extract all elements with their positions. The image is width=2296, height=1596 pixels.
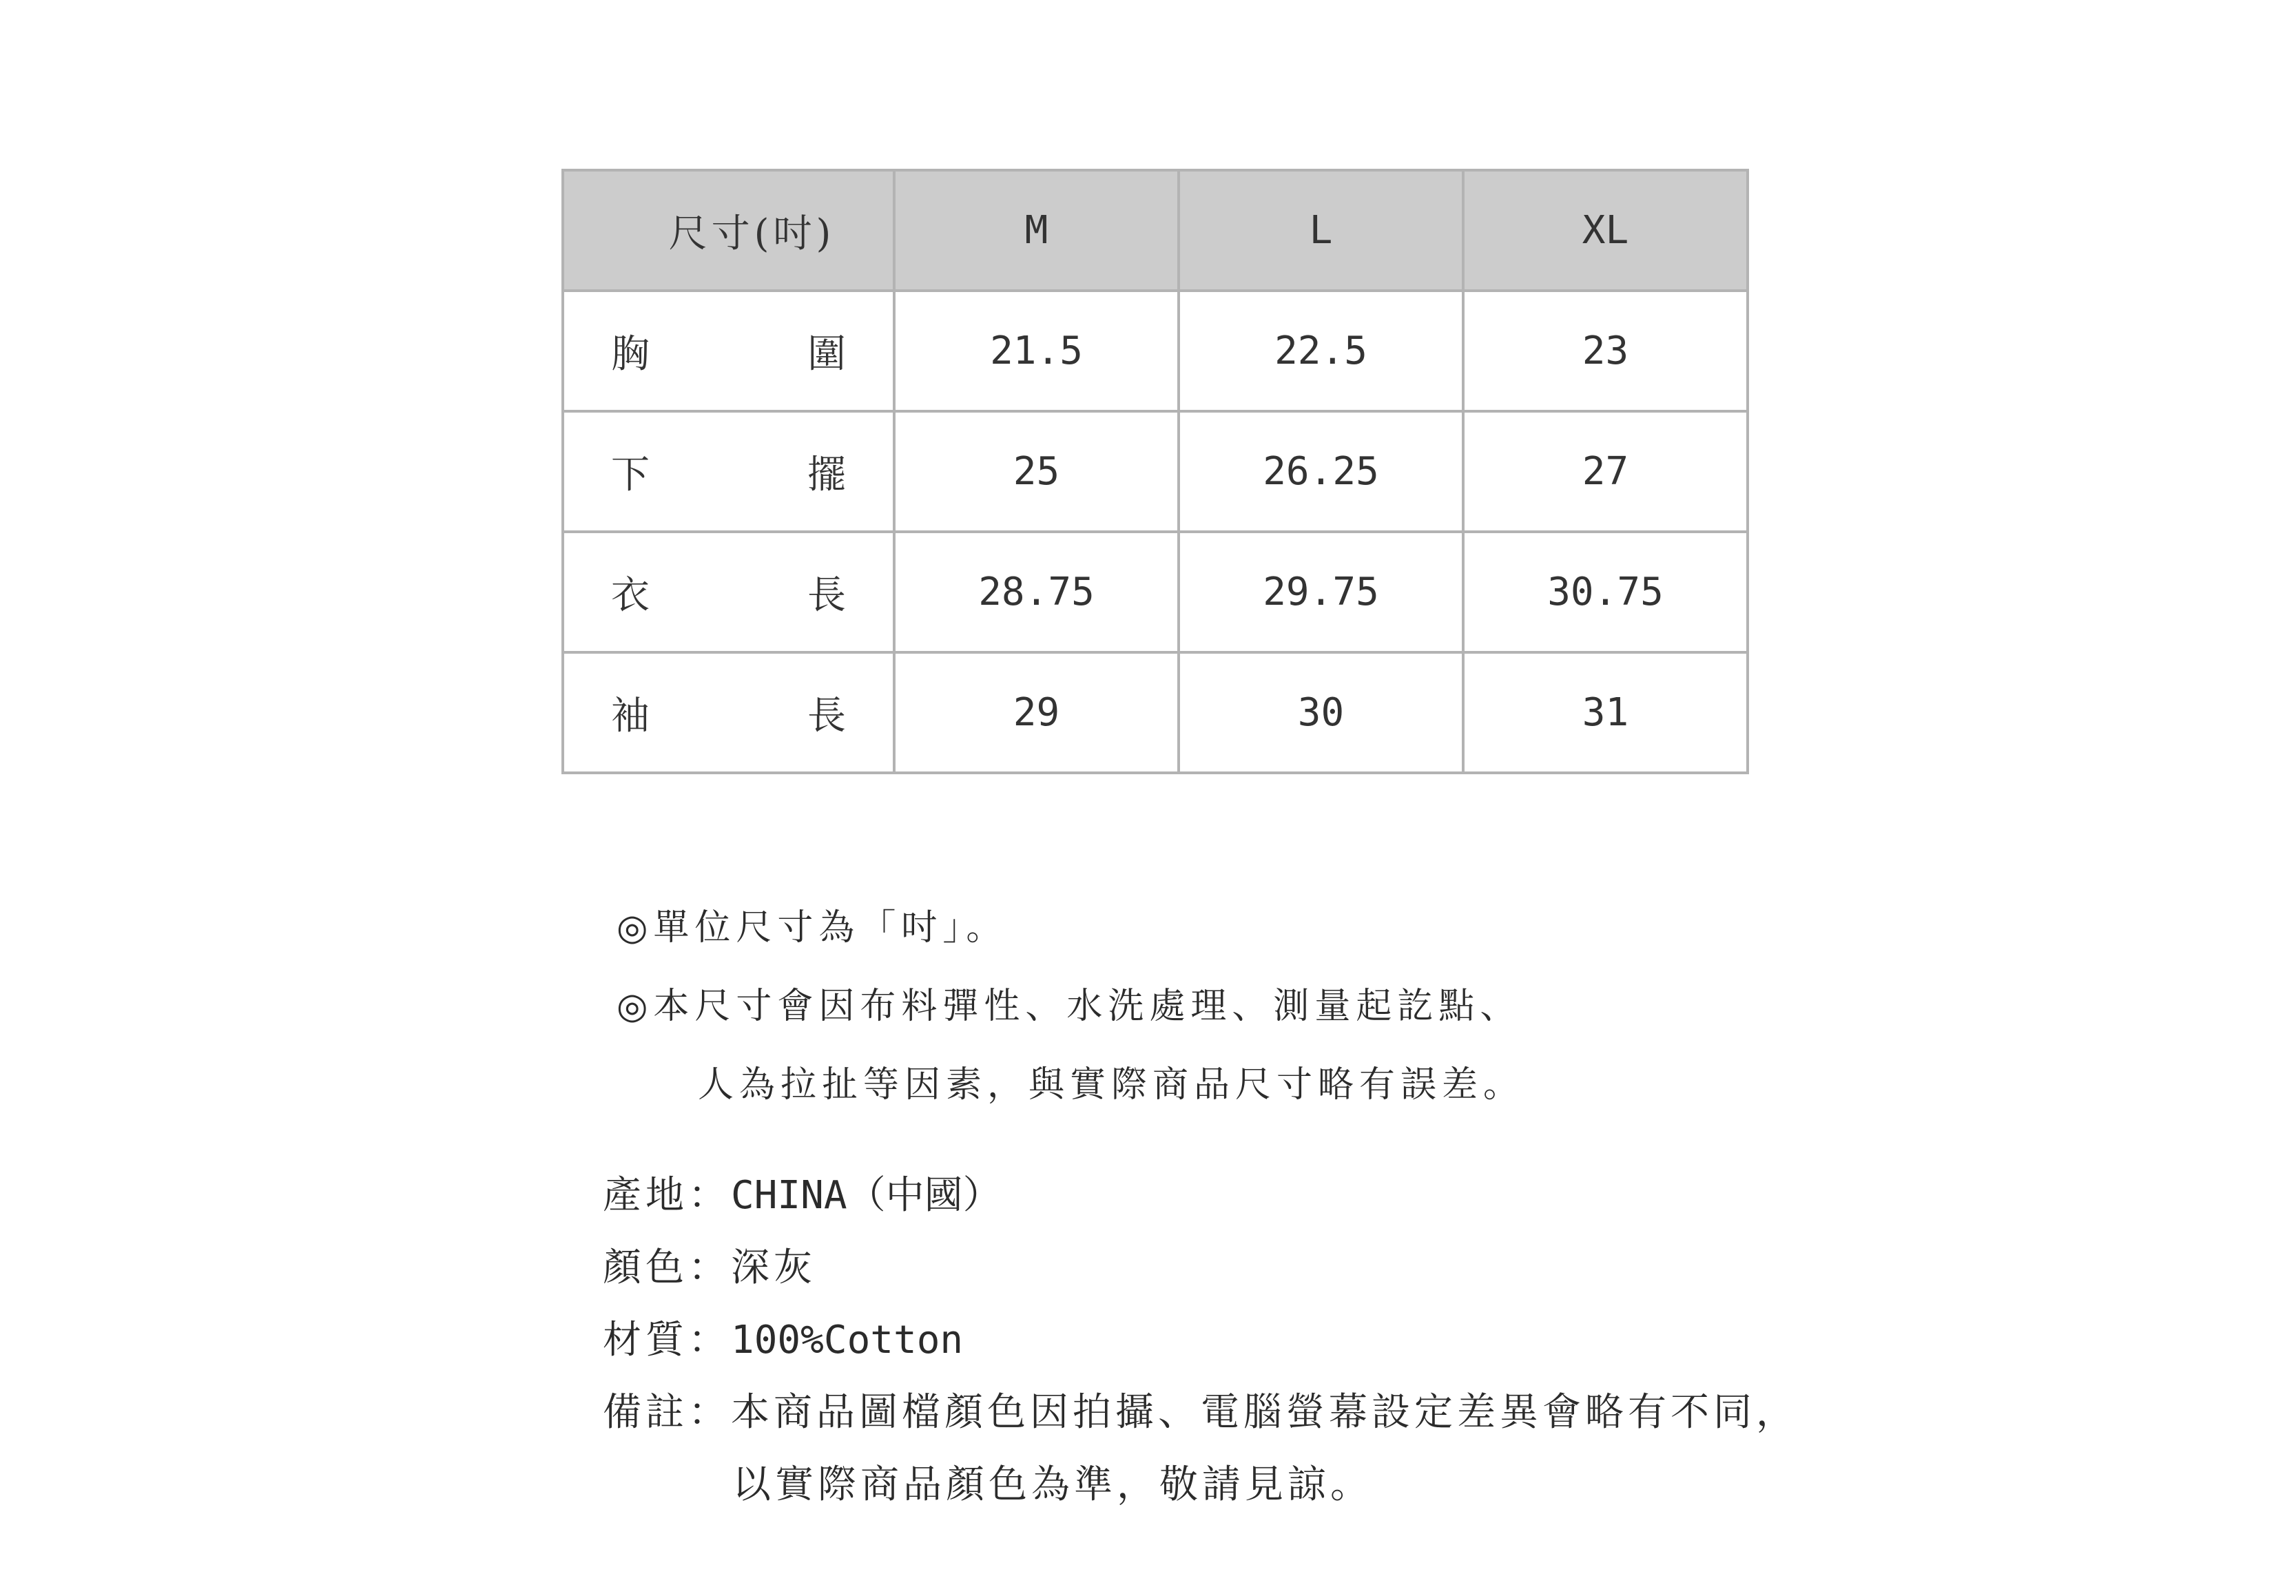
info-material xyxy=(603,1304,1799,1376)
info-origin xyxy=(603,1159,1799,1232)
table-cell: 25 xyxy=(894,411,1179,532)
header-size-m: M xyxy=(894,170,1179,291)
note-disclaimer: ◎本尺寸會因布料彈性、水洗處理、測量起訖點、 xyxy=(617,986,1522,1027)
row-label-hem xyxy=(563,411,894,532)
info-color xyxy=(603,1232,1799,1304)
info-material-value: 100%Cotton xyxy=(731,1318,964,1362)
table-cell: 27 xyxy=(1463,411,1748,532)
row-label-chest xyxy=(563,291,894,411)
table-cell: 26.25 xyxy=(1179,411,1463,532)
info-remark xyxy=(603,1376,1799,1449)
size-table xyxy=(561,169,1749,774)
info-origin-label: 產地： xyxy=(603,1173,731,1218)
table-row xyxy=(563,411,1748,532)
product-info xyxy=(603,1159,1799,1521)
table-cell: 30 xyxy=(1179,652,1463,773)
header-size-xl: XL xyxy=(1463,170,1748,291)
header-size-unit: 尺寸(吋) xyxy=(563,170,894,291)
table-header-row xyxy=(563,170,1748,291)
info-origin-value: CHINA（中國） xyxy=(731,1173,1002,1218)
table-cell: 21.5 xyxy=(894,291,1179,411)
info-remark-label: 備註： xyxy=(603,1390,731,1435)
info-material-label: 材質： xyxy=(603,1318,731,1362)
info-color-value: 深灰 xyxy=(731,1245,816,1290)
table-row xyxy=(563,652,1748,773)
row-label-part: 胸 xyxy=(611,331,650,377)
row-label-part: 袖 xyxy=(611,693,650,738)
table-cell: 31 xyxy=(1463,652,1748,773)
info-color-label: 顏色： xyxy=(603,1245,731,1290)
table-row xyxy=(563,291,1748,411)
size-notes xyxy=(617,889,1524,1124)
row-label-part: 長 xyxy=(807,693,846,738)
table-cell: 28.75 xyxy=(894,532,1179,652)
info-remark-value-line2: 以實際商品顏色為準，敬請見諒。 xyxy=(732,1462,1373,1507)
row-label-part: 長 xyxy=(807,572,846,618)
table-cell: 30.75 xyxy=(1463,532,1748,652)
row-label-part: 圍 xyxy=(807,331,846,377)
note-disclaimer-continued: 人為拉扯等因素，與實際商品尺寸略有誤差。 xyxy=(698,1064,1525,1106)
note-unit: ◎單位尺寸為「吋」。 xyxy=(617,907,1008,949)
table-cell: 23 xyxy=(1463,291,1748,411)
row-label-length xyxy=(563,532,894,652)
table-row xyxy=(563,532,1748,652)
info-remark-value: 本商品圖檔顏色因拍攝、電腦螢幕設定差異會略有不同， xyxy=(731,1390,1799,1435)
table-cell: 29.75 xyxy=(1179,532,1463,652)
table-cell: 29 xyxy=(894,652,1179,773)
header-size-l: L xyxy=(1179,170,1463,291)
row-label-part: 擺 xyxy=(807,452,846,497)
row-label-part: 下 xyxy=(611,452,650,497)
table-cell: 22.5 xyxy=(1179,291,1463,411)
row-label-part: 衣 xyxy=(611,572,650,618)
info-remark-continued xyxy=(603,1449,1799,1521)
row-label-sleeve xyxy=(563,652,894,773)
